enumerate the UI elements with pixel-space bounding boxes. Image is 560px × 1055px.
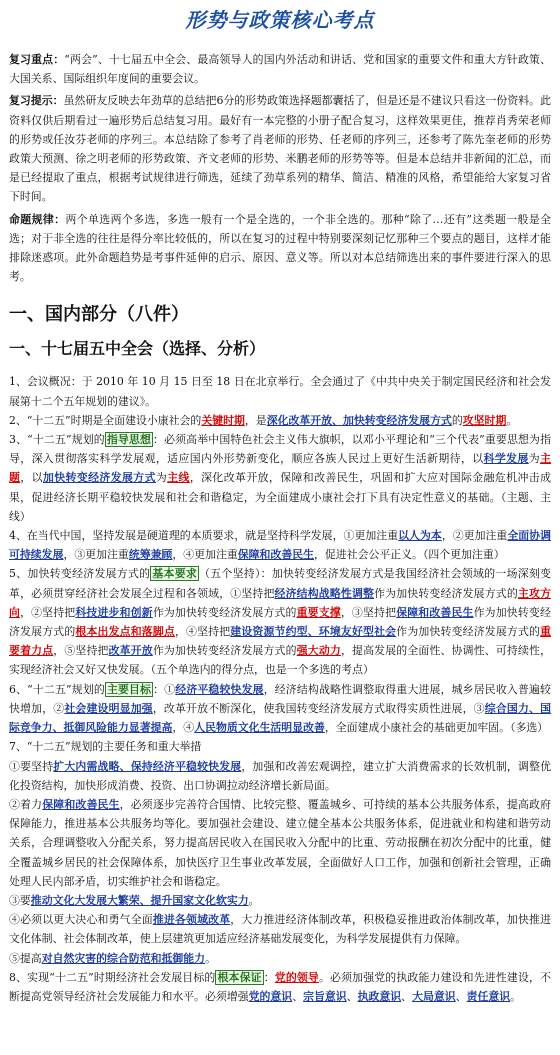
text: ，以 — [20, 471, 43, 485]
item-7-point-1 — [9, 757, 551, 795]
text: ②着力 — [9, 797, 43, 811]
text: ，深化改革开放，保障和改善民生，巩固和扩大应对国际金融危机冲击成果，促进经济长期平稳较快发展和社会和谐稳定，为全面建成小康社会打下具有决定性意义的基础。（主题、主线） — [9, 471, 551, 523]
key-term: 对自然灾害的综合防范和抵御能力 — [41, 951, 206, 965]
text: 作为加快转变经济发展方式的 — [9, 605, 551, 639]
key-term: 主线 — [167, 471, 190, 485]
key-term: 深化改革开放、加快转变经济发展方式 — [266, 413, 452, 427]
text: ，是 — [244, 413, 267, 427]
text: ，⑤坚持把 — [53, 644, 109, 658]
text: 、 — [292, 989, 304, 1003]
key-term: 扩大内需战略、保持经济平稳较快发展 — [53, 759, 242, 773]
text: 6、“十二五”规划的 — [9, 682, 105, 696]
text: ，全面建成小康社会的基础更加牢固。（多选） — [324, 721, 549, 735]
subsection-heading: 一、十七届五中全会（选择、分析） — [9, 339, 266, 359]
text: 作为加快转变经济发展方式的 — [396, 625, 541, 639]
intro-text: 两个单选两个多选，多选一般有一个是全选的，一个非全选的。那种“除了…还有”这类题一般是全选；对于非全选的往往是得分率比较低的，所以在复习的过程中特别要深刻记忆那种三个要点的题目，这样才能排除迷惑项。此外命题趋势是考事件延伸的启示、原因、意义等。所以对本总结筛选出来的事件要进行深入的思考。 — [9, 212, 551, 284]
text: ，经济结构战略性调整取得重大进展，城乡居民收入普遍较快增加，② — [9, 682, 551, 715]
text: ，③坚持把 — [340, 605, 397, 619]
key-term: 保障和改善民生 — [396, 605, 474, 619]
key-term: 统筹兼顾 — [128, 548, 173, 562]
text: ，④ — [172, 721, 195, 735]
key-term: 大局意识 — [412, 989, 456, 1003]
key-term: 以人为本 — [398, 529, 442, 543]
item-1: 1、会议概况：于 2010 年 10 月 15 日至 18 日在北京举行。全会通过了《中共中央关于制定国民经济和社会发展第十二个五年规划的建议》。 — [9, 375, 551, 408]
key-term: 全面协调可持续发展 — [9, 529, 551, 562]
key-term: 攻坚时期 — [462, 413, 507, 427]
text: 、 — [401, 989, 413, 1003]
text: （五个坚持）：加快转变经济发展方式是我国经济社会领域的一场深刻变革，必须贯穿经济社会发展全过程和各领域，①坚持把 — [9, 567, 551, 600]
key-term: 宗旨意识 — [303, 989, 347, 1003]
text: 。必须加强党的执政能力建设和先进性建设，不断提高党领导经济社会发展能力和水平。必须增强 — [9, 970, 551, 1003]
text: 的 — [451, 413, 463, 427]
key-term: 人民物质文化生活明显改善 — [194, 721, 325, 735]
key-term: 重要支撑 — [296, 605, 341, 619]
text: ，改革开放不断深化，使我国转变经济发展方式取得实质性进展，③ — [152, 701, 485, 715]
intro-text: “两会”、十七届五中全会、最高领导人的国内外活动和讲话、党和国家的重要文件和重大方针政策、大国关系、国际组织年度间的重要会议。 — [9, 53, 551, 86]
key-term: 保障和改善民生 — [237, 548, 315, 562]
text: ，加强和改善宏观调控，建立扩大消费需求的长效机制，调整优化投资结构，加快形成消费、投资、出口协调拉动经济增长新局面。 — [9, 759, 551, 792]
key-term: 执政意识 — [357, 989, 402, 1003]
intro-focus — [9, 50, 551, 88]
text: 为 — [528, 452, 541, 466]
text: ①要坚持 — [9, 759, 54, 773]
key-term: 建设资源节约型、环境友好型社会 — [230, 625, 397, 639]
text: ，②坚持把 — [20, 605, 76, 619]
key-term: 社会建设明显加强 — [64, 701, 153, 715]
text: ：必须高举中国特色社会主义伟大旗帜，以邓小平理论和“三个代表”重要思想为指导，深入贯彻落实科学发展观，适应国内外形势新变化，顺应各族人民过上更好生活新期待，以 — [9, 433, 551, 466]
key-term: 关键时期 — [201, 413, 245, 427]
item-7: 7、“十二五”规划的主要任务和重大举措 — [9, 740, 202, 754]
boxed-term: 指导思想 — [106, 433, 152, 447]
text: 4、在当代中国，坚持发展是硬道理的本质要求，就是坚持科学发展，①更加注重 — [9, 529, 399, 543]
key-term: 强大动力 — [296, 644, 341, 658]
key-term: 综合国力、国际竞争力、抵御风险能力显著提高 — [9, 701, 551, 735]
text: 为 — [155, 471, 168, 485]
key-term: 经济结构战略性调整 — [274, 586, 375, 600]
text: ④必须以更大决心和勇气全面 — [9, 913, 153, 927]
key-term: 保障和改善民生 — [42, 797, 120, 811]
key-term: 经济平稳较快发展 — [175, 682, 264, 696]
item-7-point-4 — [9, 910, 551, 948]
text: 、 — [455, 989, 467, 1003]
key-term: 党的意识 — [248, 989, 293, 1003]
key-term: 科学发展 — [483, 452, 529, 466]
item-2 — [9, 411, 551, 430]
item-7-point-5 — [9, 949, 551, 968]
text: 。 — [506, 413, 518, 427]
text: ，大力推进经济体制改革，积极稳妥推进政治体制改革，加快推进文化体制、社会体制改革，使上层建筑更加适应经济基础发展变化，为科学发展提供有力保障。 — [9, 913, 551, 946]
text: ③要 — [9, 893, 31, 907]
text: 作为加快转变经济发展方式的 — [152, 644, 297, 658]
text: 作为加快转变经济发展方式的 — [374, 586, 518, 600]
item-3 — [9, 430, 551, 526]
text: 2、“十二五”时期是全面建设小康社会的 — [9, 413, 202, 427]
key-term: 改革开放 — [108, 644, 153, 658]
key-term: 主题 — [9, 452, 551, 485]
text: ，提高发展的全面性、协调性、可持续性，实现经济社会又好又快发展。（五个单选内的得分点，也是一个多选的考点） — [9, 644, 551, 677]
text: ，促进社会公平正义。（四个更加注重） — [314, 548, 505, 562]
key-term: 党的领导 — [274, 970, 319, 984]
text: ⑤提高 — [9, 951, 42, 965]
text: ： — [263, 970, 275, 984]
intro-tips — [9, 91, 551, 206]
intro-text: 虽然研友反映去年劲草的总结把6分的形势政策选择题都囊括了，但是还是不建议只看这一份资料。此资料仅供后期看过一遍形势后总结复习用。最好有一本完整的小册子配合复习，这样效果更佳，推荐肖秀荣老师的形势或任汝芬老师的序列三。本总结除了参考了肖老师的形势、任老师的序列三，还参考了陈先奎老师的形势政策大预测、徐之明老师的形势政策、齐文老师的形势、米鹏老师的形势等等。但是本总结并非新闻的汇总，而是已经提取了重点，根据考试规律进行筛选，延续了劲草系列的精华、简洁、精准的风格，希望能给大家复习省下时间。 — [9, 94, 551, 204]
text: ，④更加注重 — [172, 548, 238, 562]
item-8 — [9, 968, 551, 1006]
key-term: 重要着力点 — [9, 625, 551, 658]
text: 作为加快转变经济发展方式的 — [152, 605, 297, 619]
text: 。 — [248, 893, 260, 907]
text: 、 — [346, 989, 358, 1003]
text: 。 — [205, 951, 216, 965]
document-title: 形势与政策核心考点 — [185, 8, 375, 32]
text: 3、“十二五”规划的 — [9, 433, 105, 447]
key-term: 根本出发点和落脚点 — [75, 625, 175, 639]
intro-label: 复习提示： — [9, 94, 64, 108]
key-term: 责任意识 — [466, 989, 511, 1003]
key-term: 推进各领域改革 — [152, 913, 231, 927]
boxed-term: 主要目标 — [106, 682, 152, 696]
item-7-point-3 — [9, 891, 551, 910]
text: 5、加快转变经济发展方式的 — [9, 567, 151, 581]
key-term: 加快转变经济发展方式 — [42, 471, 156, 485]
key-term: 科技进步和创新 — [75, 605, 153, 619]
text: ，必须逐步完善符合国情、比较完整、覆盖城乡、可持续的基本公共服务体系，提高政府保障能力，推进基本公共服务均等化。要加强社会建设、建立健全基本公共服务体系，促进就业和构建和谐劳动关系，合理调整收入分配关系，努力提高居民收入在国民收入分配中的比重、劳动报酬在初次分配中的比重，健全覆盖城乡居民的社会保障体系，加快医疗卫生事业改革发展，全面做好人口工作，加强和创新社会管理，正确处理人民内部矛盾，切实维护社会和谐稳定。 — [9, 797, 551, 888]
boxed-term: 根本保证 — [217, 970, 262, 984]
text: 8、实现“十二五”时期经济社会发展目标的 — [9, 970, 216, 984]
item-4 — [9, 526, 551, 564]
boxed-term: 基本要求 — [152, 567, 198, 581]
text: ，④坚持把 — [174, 625, 231, 639]
text: 。 — [510, 989, 522, 1003]
text: ，②更加注重 — [441, 529, 508, 543]
item-5 — [9, 564, 551, 679]
text: ：① — [153, 682, 176, 696]
item-6 — [9, 680, 551, 738]
section-heading: 一、国内部分（八件） — [9, 304, 189, 326]
intro-rules — [9, 210, 551, 287]
text: ，③更加注重 — [63, 548, 129, 562]
intro-label: 命题规律： — [9, 212, 66, 226]
key-term: 主攻方向 — [9, 586, 551, 619]
key-term: 推动文化大发展大繁荣、提升国家文化软实力 — [30, 893, 249, 907]
item-7-point-2 — [9, 795, 551, 891]
intro-label: 复习重点： — [9, 53, 65, 66]
